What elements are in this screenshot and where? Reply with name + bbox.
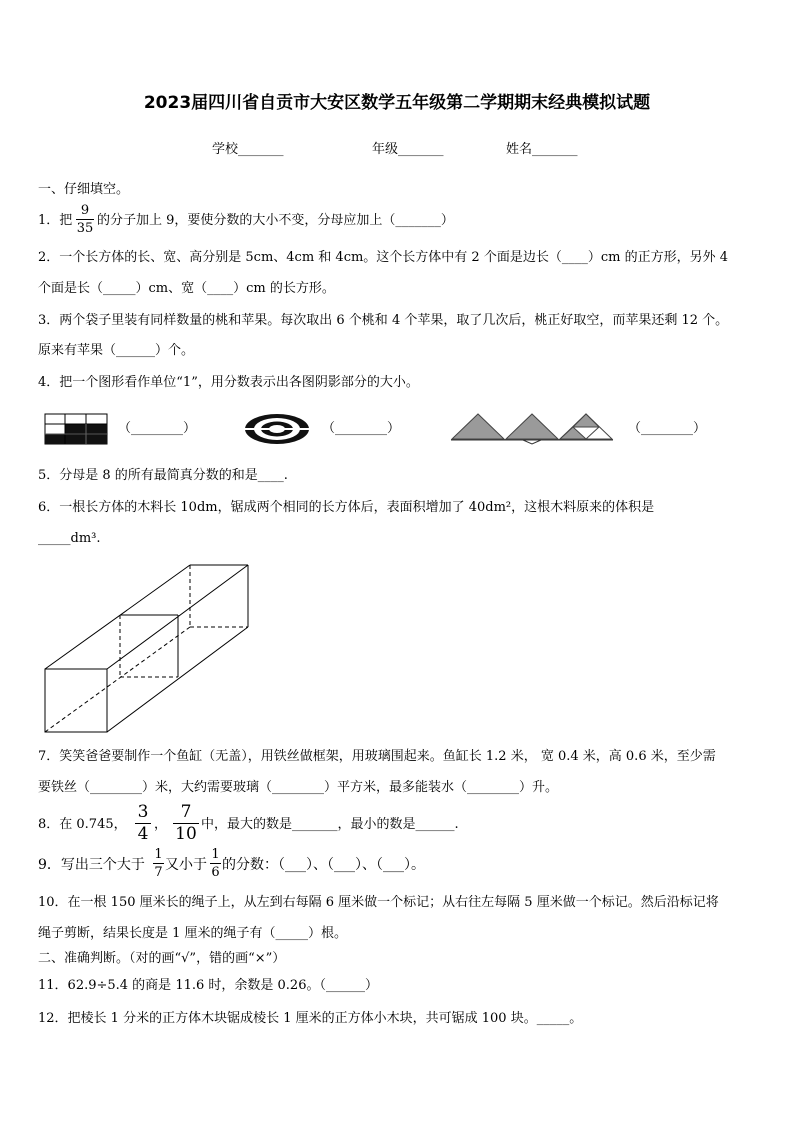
q9-fraction-1-6-denominator: 6 xyxy=(211,865,220,880)
name-field[interactable]: 姓名_______ xyxy=(506,142,578,157)
q8-fraction-3-4 xyxy=(135,803,151,844)
cuboid-figure xyxy=(40,562,254,737)
q3-line1: 3．两个袋子里装有同样数量的桃和苹果。每次取出 6 个桃和 4 个苹果，取了几次后，桃正好取空，而苹果还剩 12 个。 xyxy=(38,313,729,328)
q9-fraction-1-7-denominator: 7 xyxy=(154,865,163,880)
q8-fraction-7-10-denominator: 10 xyxy=(175,824,197,844)
grid-shading-figure xyxy=(45,414,107,444)
concentric-rings-figure xyxy=(244,413,310,445)
q3-line2: 原来有苹果（______）个。 xyxy=(38,343,195,358)
q1-fraction-denominator: 35 xyxy=(76,221,94,236)
q4-blank-3[interactable]: （________） xyxy=(628,421,707,436)
q4-blank-1[interactable]: （________） xyxy=(118,421,197,436)
section-1-heading: 一、仔细填空。 xyxy=(38,182,130,197)
q1-fraction xyxy=(76,203,94,236)
grade-field[interactable]: 年级_______ xyxy=(372,142,444,157)
q9-middle: 又小于 xyxy=(165,857,207,873)
section-2-heading: 二、准确判断。（对的画“√”，错的画“×”） xyxy=(38,951,286,966)
q4-text: 4．把一个图形看作单位“1”，用分数表示出各图阴影部分的大小。 xyxy=(38,375,419,390)
q7-line2: 要铁丝（________）米，大约需要玻璃（________）平方米，最多能装水（________）升。 xyxy=(38,780,559,795)
q9-fraction-1-7-numerator: 1 xyxy=(154,847,163,862)
q8-fraction-3-4-denominator: 4 xyxy=(137,824,149,844)
school-field[interactable]: 学校_______ xyxy=(212,142,284,157)
q10-line2: 绳子剪断，结果长度是 1 厘米的绳子有（_____）根。 xyxy=(38,926,348,941)
q8-text: 中，最大的数是_______，最小的数是______. xyxy=(201,817,459,832)
q8-prefix: 8．在 0.745， xyxy=(38,817,127,832)
q9-fraction-1-7 xyxy=(153,847,164,880)
q8-fraction-3-4-numerator: 3 xyxy=(137,802,149,822)
q8-fraction-7-10-numerator: 7 xyxy=(180,802,192,822)
q7-line1: 7．笑笑爸爸要制作一个鱼缸（无盖），用铁丝做框架，用玻璃围起来。鱼缸长 1.2 米， 宽 0.4 米，高 0.6 米，至少需 xyxy=(38,749,716,764)
q9-fraction-1-6-numerator: 1 xyxy=(211,847,220,862)
q10-line1: 10．在一根 150 厘米长的绳子上，从左到右每隔 6 厘米做一个标记；从右往左每隔 5 厘米做一个标记。然后沿标记将 xyxy=(38,895,719,910)
triangles-figure xyxy=(451,412,613,444)
q5-text: 5．分母是 8 的所有最简真分数的和是____. xyxy=(38,468,288,483)
q6-line1: 6．一根长方体的木料长 10dm，锯成两个相同的长方体后，表面积增加了 40dm²，这根木料原来的体积是 xyxy=(38,500,655,515)
q1-prefix: 1．把 xyxy=(38,213,73,228)
q9-fraction-1-6 xyxy=(210,847,221,880)
q9-prefix: 9．写出三个大于 xyxy=(38,857,145,873)
q2-line1: 2．一个长方体的长、宽、高分别是 5cm、4cm 和 4cm。这个长方体中有 2 个面是边长（____）cm 的正方形，另外 4 xyxy=(38,250,728,265)
q6-line2: _____dm³. xyxy=(38,531,101,546)
q1-text: 的分子加上 9，要使分数的大小不变，分母应加上（_______） xyxy=(97,213,454,228)
q1-fraction-numerator: 9 xyxy=(80,203,90,218)
page-title: 2023届四川省自贡市大安区数学五年级第二学期期末经典模拟试题 xyxy=(143,93,651,113)
q2-line2: 个面是长（_____）cm、宽（____）cm 的长方形。 xyxy=(38,281,335,296)
q4-blank-2[interactable]: （________） xyxy=(322,421,401,436)
q12-text: 12．把棱长 1 分米的正方体木块锯成棱长 1 厘米的正方体小木块，共可锯成 100 块。_____。 xyxy=(38,1011,583,1026)
q9-text: 的分数：（___）、（___）、（___）。 xyxy=(222,857,425,873)
q8-fraction-7-10 xyxy=(173,803,199,844)
q11-text: 11．62.9÷5.4 的商是 11.6 时，余数是 0.26。（______） xyxy=(38,978,378,993)
